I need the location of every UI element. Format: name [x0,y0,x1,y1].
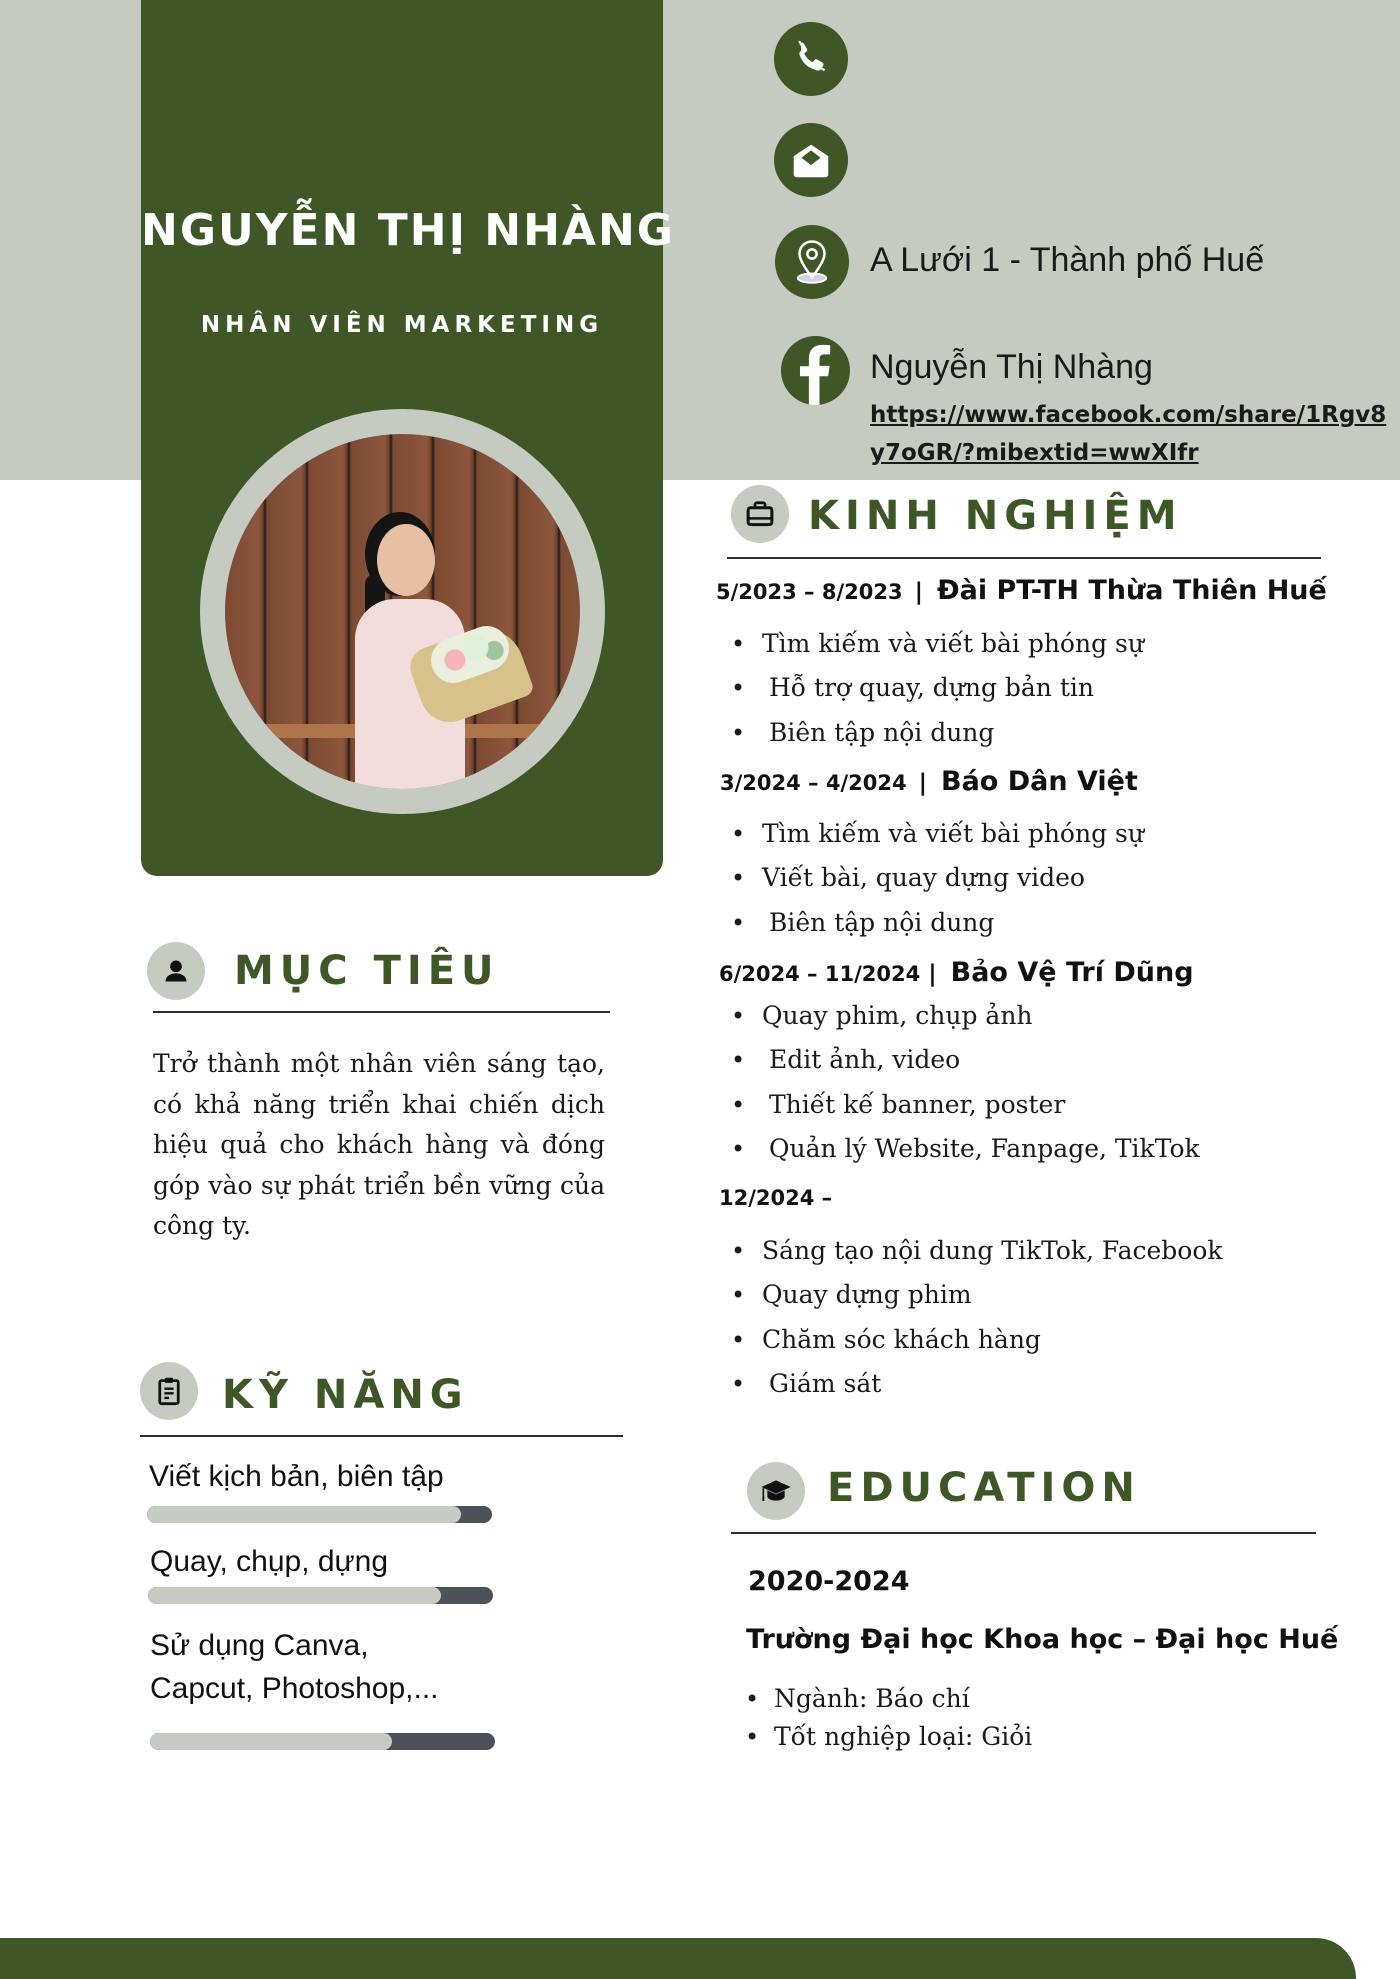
job-1-separator: | [914,579,923,605]
list-item: • Chăm sóc khách hàng [728,1318,1223,1362]
phone-icon [774,22,848,96]
job-4-date: 12/2024 – [719,1186,833,1210]
job-1-tasks [728,622,1144,755]
education-school: Trường Đại học Khoa học – Đại học Huế [746,1624,1339,1655]
skills-divider [140,1435,623,1437]
list-item: • Quản lý Website, Fanpage, TikTok [728,1127,1200,1171]
facebook-link-line2[interactable]: y7oGR/?mibextid=wwXIfr [870,440,1199,466]
list-item: • Edit ảnh, video [728,1038,1200,1082]
job-4-header [719,1186,832,1210]
job-2-date: 3/2024 – 4/2024 [720,771,907,795]
list-item: • Giám sát [728,1362,1223,1406]
skill-bar-2 [148,1587,493,1604]
list-item: • Ngành: Báo chí [742,1680,1032,1718]
skill-label-3-line1: Sử dụng Canva, [150,1629,369,1662]
job-2-header [720,766,1138,797]
skill-fill-1 [147,1506,461,1523]
objective-heading: MỤC TIÊU [234,948,500,994]
skill-fill-3 [150,1733,392,1750]
list-item: • Biên tập nội dung [728,901,1144,945]
job-3-tasks [728,994,1200,1171]
experience-heading: KINH NGHIỆM [808,493,1183,539]
clipboard-icon [140,1362,198,1420]
skill-bar-3 [150,1733,495,1750]
job-3-date: 6/2024 – 11/2024 [719,962,921,986]
education-years: 2020-2024 [748,1566,910,1597]
education-divider [731,1532,1316,1534]
facebook-link-line1[interactable]: https://www.facebook.com/share/1Rgv8 [870,402,1387,428]
job-3-header [719,957,1194,988]
facebook-link[interactable] [870,396,1386,472]
list-item: • Sáng tạo nội dung TikTok, Facebook [728,1229,1223,1273]
footer-bar [0,1938,1356,1979]
address-value: A Lưới 1 - Thành phố Huế [870,241,1265,279]
list-item: • Tìm kiếm và viết bài phóng sự [728,622,1144,666]
objective-text: Trở thành một nhân viên sáng tạo, có khả năng triển khai chiến dịch hiệu quả cho khách hàng và đóng góp vào sự phát triển bền vững của công ty. [153,1049,605,1240]
skill-label-1: Viết kịch bản, biên tập [149,1460,444,1493]
location-icon [775,225,849,299]
objective-divider [153,1011,610,1013]
skill-label-3-line2: Capcut, Photoshop,... [150,1672,439,1705]
graduation-cap-icon [747,1462,805,1520]
skills-heading: KỸ NĂNG [222,1372,469,1418]
user-icon [147,942,205,1000]
education-heading: EDUCATION [827,1465,1141,1511]
job-title: NHÂN VIÊN MARKETING [200,312,604,338]
briefcase-icon [731,485,789,543]
list-item: • Viết bài, quay dựng video [728,856,1144,900]
list-item: • Biên tập nội dung [728,711,1144,755]
job-1-header [716,575,1327,606]
skill-fill-2 [148,1587,441,1604]
education-details [742,1680,1032,1756]
list-item: • Hỗ trợ quay, dựng bản tin [728,666,1144,710]
job-2-separator: | [918,770,927,796]
skill-bar-1 [147,1506,492,1523]
experience-divider [727,557,1321,559]
job-4-tasks [728,1229,1223,1406]
list-item: • Tốt nghiệp loại: Giỏi [742,1718,1032,1756]
list-item: • Tìm kiếm và viết bài phóng sự [728,812,1144,856]
facebook-icon [781,336,850,405]
email-icon [774,123,848,197]
avatar [225,434,580,789]
list-item: • Quay phim, chụp ảnh [728,994,1200,1038]
candidate-name: NGUYỄN THỊ NHÀNG [141,205,675,256]
photo-face [377,524,435,596]
list-item: • Thiết kế banner, poster [728,1083,1200,1127]
job-1-org: Đài PT-TH Thừa Thiên Huế [937,575,1327,606]
job-1-date: 5/2023 – 8/2023 [716,580,903,604]
job-2-org: Báo Dân Việt [941,766,1138,797]
job-2-tasks [728,812,1144,945]
skill-label-2: Quay, chụp, dựng [150,1545,389,1578]
list-item: • Quay dựng phim [728,1273,1223,1317]
job-3-separator: | [928,961,937,987]
job-3-org: Bảo Vệ Trí Dũng [950,957,1194,988]
facebook-name: Nguyễn Thị Nhàng [870,348,1153,386]
